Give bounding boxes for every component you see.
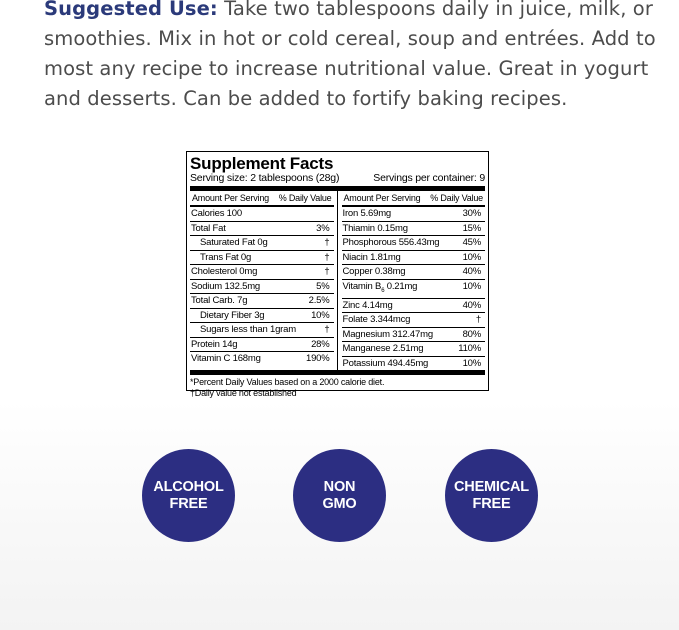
non-gmo-badge [293, 449, 386, 542]
nutrient-row [190, 279, 334, 294]
nutrient-name: Folate 3.344mcg [342, 314, 411, 326]
nutrient-dv: 15% [462, 222, 481, 234]
nutrient-name: Magnesium 312.47mg [342, 328, 433, 340]
nutrient-row [342, 327, 486, 342]
nutrient-dv: 40% [462, 299, 481, 311]
supplement-facts-panel [186, 151, 489, 399]
nutrient-row [190, 264, 334, 279]
nutrient-row [342, 205, 486, 221]
suggested-use-text: Take two tablespoons daily in juice, milk, or smoothies. Mix in hot or cold cereal, soup and entrées. Add to most any recipe to increase nutritional value. Great in yogurt and desserts. Can be added to fortify baking recipes. [44, 0, 656, 110]
nutrient-name: Phosphorous 556.43mg [342, 237, 440, 248]
nutrient-row [190, 337, 334, 352]
header-amount: Amount Per Serving [192, 193, 269, 203]
badge-line: ALCOHOL [153, 478, 224, 495]
alcohol-free-badge [142, 449, 235, 542]
nutrient-name: Protein 14g [191, 338, 238, 350]
nutrient-dv: † [324, 266, 330, 277]
column-header [342, 191, 486, 205]
nutrient-name: Niacin 1.81mg [342, 251, 401, 263]
nutrient-name: Calories 100 [191, 208, 242, 219]
facts-right-column [338, 191, 486, 370]
header-dv: % Daily Value [278, 193, 332, 203]
nutrient-dv: 40% [462, 266, 481, 277]
nutrient-dv: 110% [458, 343, 481, 355]
badge-line: CHEMICAL [454, 478, 529, 495]
header-dv: % Daily Value [430, 193, 483, 203]
nutrient-dv: 10% [311, 309, 330, 321]
nutrient-row [342, 341, 486, 356]
nutrient-dv: † [324, 237, 330, 248]
nutrient-dv: 10% [462, 280, 481, 292]
nutrient-name: Sodium 132.5mg [191, 280, 261, 292]
nutrient-name: Thiamin 0.15mg [342, 222, 408, 234]
nutrient-dv: 2.5% [308, 295, 330, 306]
nutrient-name: Zinc 4.14mg [342, 299, 393, 311]
nutrient-name: Cholesterol 0mg [191, 266, 258, 277]
nutrient-row [190, 221, 334, 236]
nutrient-row [190, 235, 334, 250]
nutrient-name: Manganese 2.51mg [342, 343, 424, 355]
nutrient-name: Copper 0.38mg [342, 266, 406, 277]
nutrient-name: Total Carb. 7g [191, 295, 248, 306]
nutrient-dv: † [324, 324, 330, 335]
nutrient-dv: † [324, 251, 330, 263]
suggested-use-paragraph [44, 0, 664, 114]
nutrient-row [190, 322, 334, 337]
footnote-dagger: †Daily value not established [190, 388, 297, 399]
nutrient-name: Saturated Fat 0g [200, 237, 268, 248]
nutrient-dv: 30% [462, 208, 481, 219]
suggested-use-heading: Suggested Use: [44, 0, 218, 20]
nutrient-name: Vitamin C 168mg [191, 353, 261, 364]
nutrient-dv: 10% [462, 357, 481, 369]
serving-size: Serving size: 2 tablespoons (28g) [190, 172, 340, 184]
nutrient-name: Potassium 494.45mg [342, 357, 429, 369]
nutrient-dv: 28% [311, 338, 330, 350]
badge-line: FREE [472, 495, 511, 512]
nutrient-dv [306, 207, 330, 221]
badge-line: NON [323, 478, 356, 495]
serving-info [190, 173, 485, 184]
nutrient-row [190, 250, 334, 265]
nutrient-row [342, 279, 486, 298]
nutrient-dv: 190% [306, 353, 330, 364]
nutrient-name: Trans Fat 0g [200, 251, 252, 263]
header-amount: Amount Per Serving [343, 193, 421, 203]
nutrient-dv: 5% [316, 280, 330, 292]
facts-footnote [190, 375, 485, 399]
nutrient-name: Iron 5.69mg [342, 208, 391, 219]
servings-per-container: Servings per container: 9 [373, 172, 485, 184]
nutrient-dv: † [475, 314, 481, 326]
facts-title: Supplement Facts [190, 154, 334, 173]
nutrient-dv: 3% [316, 222, 330, 234]
nutrient-row [190, 308, 334, 323]
nutrient-row [342, 312, 486, 327]
nutrient-row [342, 221, 486, 236]
chemical-free-badge [445, 449, 538, 542]
nutrient-row [342, 298, 486, 313]
nutrient-name: Vitamin $B_6$ 0.21mg [342, 280, 418, 294]
facts-left-column [190, 191, 338, 370]
nutrient-row [190, 351, 334, 366]
nutrient-name: Total Fat [191, 222, 226, 234]
badge-line: GMO [322, 495, 357, 512]
nutrient-name: Dietary Fiber 3g [200, 309, 265, 321]
nutrient-row [342, 356, 486, 371]
nutrient-dv: 45% [462, 237, 481, 248]
nutrient-row [342, 264, 486, 279]
nutrient-row [190, 293, 334, 308]
nutrient-row [342, 250, 486, 265]
nutrient-row [190, 205, 334, 221]
nutrient-dv: 80% [462, 328, 481, 340]
facts-columns [190, 191, 485, 370]
nutrient-row [342, 235, 486, 250]
footnote-percent: *Percent Daily Values based on a 2000 calorie diet. [190, 377, 385, 388]
nutrient-name: Sugars less than 1gram [200, 324, 296, 335]
badge-line: FREE [169, 495, 208, 512]
nutrient-dv: 10% [462, 251, 481, 263]
column-header [190, 191, 334, 205]
